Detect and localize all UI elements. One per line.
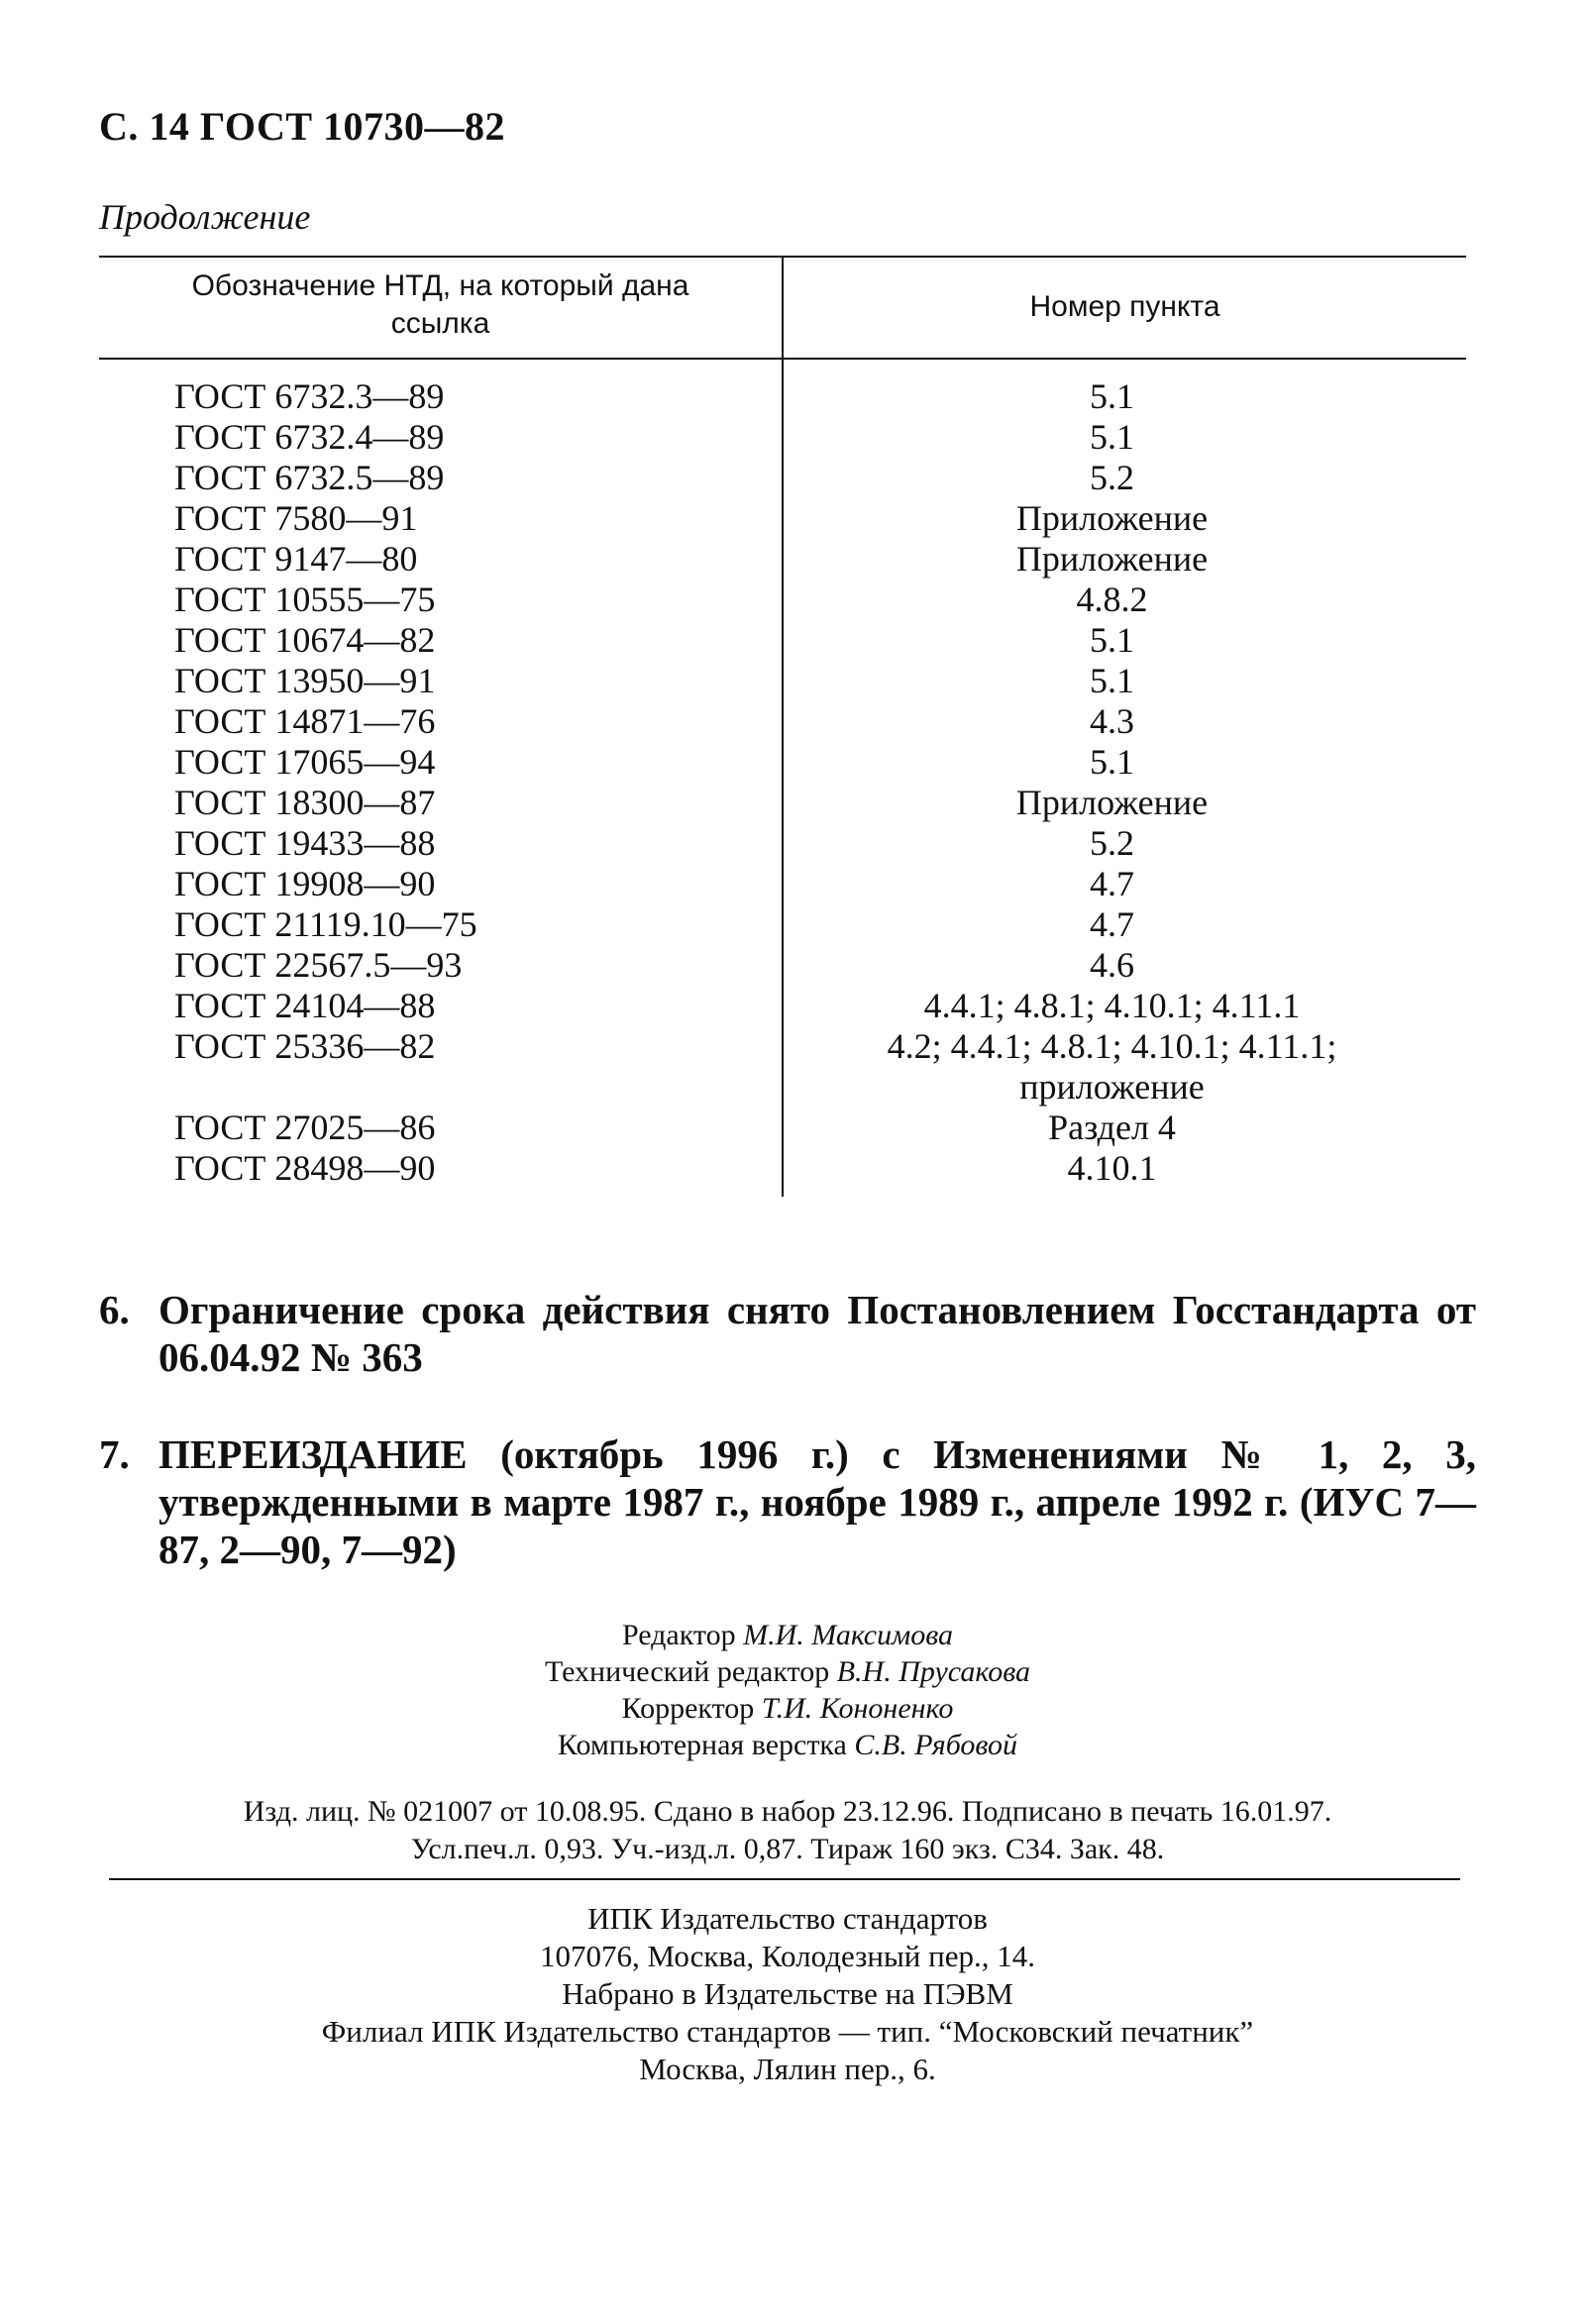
document-cell: ГОСТ 14871—76 (174, 701, 436, 741)
document-cell: ГОСТ 28498—90 (174, 1148, 436, 1188)
document-cell (99, 1067, 758, 1108)
table-row (99, 376, 1466, 417)
clause-cell: 4.6 (1090, 945, 1134, 985)
document-cell: ГОСТ 10674—82 (174, 620, 436, 660)
table-row (99, 539, 1466, 580)
table-row (99, 1108, 1466, 1148)
document-cell: ГОСТ 27025—86 (174, 1108, 436, 1147)
clause-cell: Приложение (1015, 498, 1209, 538)
publisher-line: 107076, Москва, Колодезный пер., 14. (540, 1939, 1035, 1973)
clause-cell: 4.8.2 (1076, 580, 1148, 619)
clause-cell: 5.1 (1090, 620, 1134, 660)
document-cell: ГОСТ 6732.3—89 (174, 376, 445, 416)
table-row (99, 1067, 1466, 1108)
credit-line (99, 1653, 1476, 1690)
credit-name: В.Н. Прусакова (836, 1655, 1031, 1688)
document-cell: ГОСТ 7580—91 (174, 498, 418, 538)
column-header-document: Обозначение НТД, на который дана ссылка (191, 269, 689, 340)
credit-role: Редактор (621, 1619, 736, 1651)
publisher-block (99, 1900, 1476, 2088)
clause-cell: 5.1 (1090, 661, 1134, 700)
clause-cell: Раздел 4 (1048, 1108, 1176, 1147)
imprint-line: Изд. лиц. № 021007 от 10.08.95. Сдано в набор 23.12.96. Подписано в печать 16.01.97. (243, 1795, 1332, 1828)
table-row (99, 823, 1466, 864)
clause-cell: Приложение (1015, 539, 1209, 579)
document-cell: ГОСТ 6732.4—89 (174, 417, 445, 457)
table-row (99, 458, 1466, 498)
document-cell: ГОСТ 21119.10—75 (174, 904, 477, 944)
item-text: Ограничение срока действия снято Постановлением Госстандарта от 06.04.92 № 363 (159, 1287, 1476, 1380)
document-cell: ГОСТ 6732.5—89 (174, 458, 445, 497)
credit-name: М.И. Максимова (743, 1619, 954, 1651)
document-cell: ГОСТ 18300—87 (174, 783, 436, 822)
table-row (99, 498, 1466, 539)
clause-cell: 4.7 (1090, 904, 1134, 944)
section-item-7 (99, 1430, 1476, 1573)
table-row (99, 701, 1466, 742)
table-row (99, 661, 1466, 701)
table-row (99, 904, 1466, 945)
imprint-line: Усл.печ.л. 0,93. Уч.-изд.л. 0,87. Тираж 160 экз. С34. Зак. 48. (410, 1833, 1165, 1865)
credit-name: Т.И. Кононенко (761, 1692, 954, 1725)
item-text: ПЕРЕИЗДАНИЕ (октябрь 1996 г.) с Изменениями № 1, 2, 3, утвержденными в марте 1987 г., ноябре 1989 г., апреле 1992 г. (ИУС 7—87, 2—90, 7—92) (159, 1431, 1476, 1572)
clause-cell: 5.1 (1090, 376, 1134, 416)
clause-cell: 4.2; 4.4.1; 4.8.1; 4.10.1; 4.11.1; (887, 1026, 1337, 1066)
document-cell: ГОСТ 17065—94 (174, 742, 436, 782)
reference-table (99, 256, 1466, 1197)
continuation-label: Продолжение (99, 197, 311, 237)
clause-cell: Приложение (1015, 783, 1209, 822)
imprint-block (99, 1793, 1476, 1868)
clause-cell: 5.1 (1090, 742, 1134, 782)
credit-line (99, 1617, 1476, 1653)
clause-cell: 4.4.1; 4.8.1; 4.10.1; 4.11.1 (923, 986, 1301, 1025)
document-cell: ГОСТ 10555—75 (174, 580, 436, 619)
table-body (99, 376, 1466, 1189)
table-row (99, 620, 1466, 661)
clause-cell: 5.1 (1090, 417, 1134, 457)
credit-line (99, 1727, 1476, 1763)
clause-cell: 5.2 (1090, 823, 1134, 863)
document-cell: ГОСТ 19908—90 (174, 864, 436, 903)
table-row (99, 986, 1466, 1026)
table-row (99, 864, 1466, 904)
publisher-line: ИПК Издательство стандартов (587, 1901, 988, 1936)
credits-block (99, 1617, 1476, 1763)
footer-rule (109, 1878, 1460, 1880)
credit-role: Технический редактор (544, 1655, 830, 1688)
table-row (99, 945, 1466, 986)
credit-name: С.В. Рябовой (854, 1729, 1018, 1761)
document-cell: ГОСТ 9147—80 (174, 539, 418, 579)
clause-cell: 4.3 (1090, 701, 1134, 741)
document-cell: ГОСТ 13950—91 (174, 661, 436, 700)
clause-cell: приложение (1019, 1067, 1205, 1107)
document-cell: ГОСТ 24104—88 (174, 986, 436, 1025)
table-row (99, 580, 1466, 620)
item-number: 7. (99, 1431, 130, 1477)
column-header-clause: Номер пункта (1029, 290, 1220, 323)
credit-role: Компьютерная верстка (557, 1729, 847, 1761)
document-cell: ГОСТ 19433—88 (174, 823, 436, 863)
publisher-line: Набрано в Издательстве на ПЭВМ (562, 1976, 1013, 2011)
table-row (99, 1026, 1466, 1067)
table-row (99, 742, 1466, 783)
table-row (99, 1148, 1466, 1189)
publisher-line: Филиал ИПК Издательство стандартов — тип. “Московский печатник” (321, 2014, 1254, 2049)
table-row (99, 417, 1466, 458)
credit-role: Корректор (621, 1692, 755, 1725)
document-cell: ГОСТ 22567.5—93 (174, 945, 463, 985)
item-number: 6. (99, 1287, 130, 1332)
publisher-line: Москва, Лялин пер., 6. (639, 2052, 936, 2086)
document-cell: ГОСТ 25336—82 (174, 1026, 436, 1066)
section-item-6 (99, 1286, 1476, 1381)
clause-cell: 4.10.1 (1067, 1148, 1157, 1188)
table-row (99, 783, 1466, 823)
credit-line (99, 1690, 1476, 1727)
clause-cell: 4.7 (1090, 864, 1134, 903)
page-title: С. 14 ГОСТ 10730—82 (99, 104, 506, 149)
clause-cell: 5.2 (1090, 458, 1134, 497)
